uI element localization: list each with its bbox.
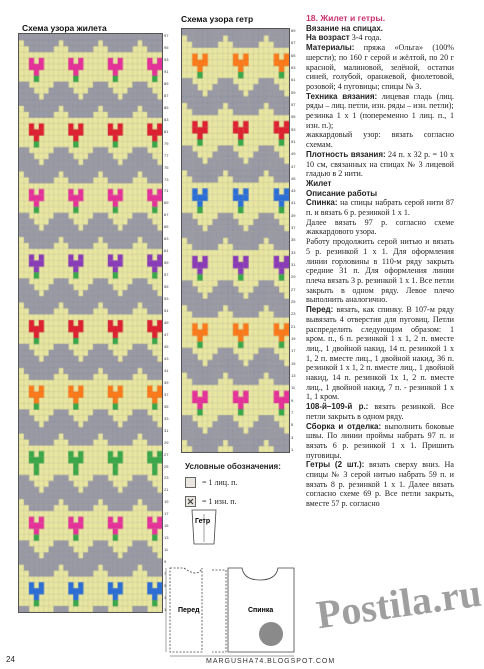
instruction-paragraph: жаккардовый узор: вязать согласно схемам. xyxy=(306,130,454,150)
row-number: 59 xyxy=(164,260,169,266)
row-number: 75 xyxy=(164,164,169,170)
instruction-paragraph: Сборка и отделка: выполнить боковые швы. По линии проймы набрать 97 п. и вязать 6 р. резинкой 1 х 1. Пришить пуговицы. xyxy=(306,421,454,460)
row-number: 67 xyxy=(291,40,296,46)
row-number: 41 xyxy=(164,367,169,373)
row-number: 43 xyxy=(291,188,296,194)
row-number: 25 xyxy=(164,463,169,469)
purl-stitch-icon xyxy=(185,496,196,507)
instruction-paragraph: На возраст 3-4 года. xyxy=(306,33,382,43)
row-number: 61 xyxy=(291,77,296,83)
row-number: 17 xyxy=(164,511,169,517)
row-number: 45 xyxy=(291,175,296,181)
row-number: 29 xyxy=(291,274,296,280)
row-number: 93 xyxy=(164,56,169,62)
row-number: 9 xyxy=(164,559,167,565)
row-number: 15 xyxy=(291,360,296,366)
row-number: 55 xyxy=(291,114,296,120)
row-number: 29 xyxy=(164,439,169,445)
instructions-text xyxy=(306,14,454,654)
row-number: 27 xyxy=(164,451,169,457)
row-number: 21 xyxy=(291,323,296,329)
row-number: 13 xyxy=(291,372,296,378)
row-number: 3 xyxy=(291,434,294,440)
row-number: 3 xyxy=(164,595,167,601)
row-number: 57 xyxy=(291,101,296,107)
row-number: 13 xyxy=(164,535,169,541)
row-number: 23 xyxy=(291,311,296,317)
instruction-paragraph: Далее вязать 97 р. согласно схеме жаккардового узора. xyxy=(306,217,454,237)
row-number: 39 xyxy=(164,379,169,385)
row-number: 47 xyxy=(164,331,169,337)
row-number: 61 xyxy=(164,248,169,254)
row-number: 97 xyxy=(164,33,169,38)
row-number: 83 xyxy=(164,116,169,122)
row-number: 87 xyxy=(164,92,169,98)
row-number: 47 xyxy=(291,163,296,169)
gaiter-chart-title: Схема узора гетр xyxy=(181,14,254,24)
schema-gaiter-label: Гетр xyxy=(195,518,211,525)
instruction-paragraph: резинка 1 х 1 (попеременно 1 лиц. п., 1 изн. п.); xyxy=(306,111,454,130)
row-number: 63 xyxy=(291,64,296,70)
row-number: 43 xyxy=(164,355,169,361)
article-subheading: Вязание на спицах. xyxy=(306,23,384,33)
instruction-paragraph: Перед: вязать, как спинку. В 107-м ряду вывязать 4 отверстия для пуговиц. Петли распределить следующим образом: 1 кром. п., 6 п. резинкой 1 х 1, 2 п. вместе лиц., 1 двойной накид, 14 п. резинкой 1 х 1, 2 п. вместе лиц., 1 двойной накид, 36 п. резинкой 1 х 1, 2 п. вместе лиц., 1 двойной накид, 14 п. резинкой 1х 1, 2 п. вместе лиц., 1 двойной накид, 7 п. - резинкой 1 х 1, 1 кром. xyxy=(306,305,454,402)
row-number: 39 xyxy=(291,212,296,218)
row-number: 73 xyxy=(164,176,169,182)
row-number: 69 xyxy=(291,28,296,33)
page-number: 24 xyxy=(6,655,15,664)
article-heading: 18. Жилет и гетры. xyxy=(306,13,386,23)
row-number: 53 xyxy=(164,296,169,302)
row-number: 45 xyxy=(164,343,169,349)
row-number: 31 xyxy=(291,262,296,268)
row-number: 49 xyxy=(164,320,169,325)
row-number: 19 xyxy=(291,335,296,341)
row-number: 15 xyxy=(164,523,169,529)
watermark-logo: Postila.ru xyxy=(313,569,484,638)
instruction-paragraph: Гетры (2 шт.): вязать сверху вниз. На спицы № 3 серой нитью набрать 59 п. и вязать 8 р. резинкой 1 х 1. Далее вязать согласно схеме 69 р. Все петли закрыть, вместе 57 р. согласно xyxy=(306,460,454,509)
row-number: 65 xyxy=(164,224,169,230)
legend-title: Условные обозначения: xyxy=(185,462,281,471)
knit-stitch-icon xyxy=(185,477,196,488)
row-number: 77 xyxy=(164,152,169,158)
row-number: 5 xyxy=(164,583,167,589)
row-number: 71 xyxy=(164,188,169,194)
row-number: 33 xyxy=(291,249,296,255)
row-number: 57 xyxy=(164,272,169,278)
row-number: 19 xyxy=(164,499,169,505)
legend-purl: = 1 изн. п. xyxy=(185,496,281,507)
row-number: 51 xyxy=(291,138,296,144)
row-number: 5 xyxy=(291,422,294,428)
instruction-paragraph: Плотность вязания: 24 п. х 32 р. = 10 х 10 см, связанных на спицах № 3 лицевой гладью в 2 нити. xyxy=(306,149,454,179)
row-number: 59 xyxy=(291,89,296,95)
row-number: 37 xyxy=(291,225,296,231)
row-number: 31 xyxy=(164,427,169,433)
schema-front-label: Перед xyxy=(178,607,200,614)
row-number: 63 xyxy=(164,236,169,242)
row-number: 23 xyxy=(164,475,169,481)
instruction-paragraph: Жилет xyxy=(306,178,332,188)
row-number: 35 xyxy=(164,403,169,409)
instruction-paragraph: 108-й–109-й р.: вязать резинкой. Все петли закрыть в одном ряду. xyxy=(306,402,454,421)
row-number: 65 xyxy=(291,52,296,58)
instruction-paragraph: Материалы: пряжа «Ольга» (100% шерсти); по 160 г серой и жёлтой, по 20 г красной, малиновой, зелёной, остатки синей, голубой, оранжевой, фиолетовой, розовой; 4 пуговицы; спицы № 3. xyxy=(306,43,454,91)
instruction-paragraph: Работу продолжить серой нитью и вязать 5 р. резинкой 1 х 1. Для оформления линии горловины в 110-м ряду закрыть средние 31 п. Для оформления линии плеча вязать 3 р. резинкой 1 х 1. Все петли закрыть в одном ряду. Левое плечо выполнить аналогично. xyxy=(306,237,454,305)
row-number: 1 xyxy=(291,446,294,452)
instruction-paragraph: Спинка: на спицы набрать серой нити 87 п. и вязать 6 р. резинкой 1 х 1. xyxy=(306,198,454,218)
instruction-paragraph: Техника вязания: лицевая гладь (лиц. ряды – лиц. петли, изн. ряды – изн. петли); xyxy=(306,91,454,111)
row-number: 95 xyxy=(164,44,169,50)
vest-chart-title: Схема узора жилета xyxy=(22,23,107,33)
row-number: 7 xyxy=(291,409,294,415)
row-number: 85 xyxy=(164,104,169,110)
schema-back-label: Спинка xyxy=(248,607,274,614)
row-number: 79 xyxy=(164,140,169,146)
row-number: 11 xyxy=(164,547,169,553)
row-number: 49 xyxy=(291,151,296,157)
row-number: 55 xyxy=(164,284,169,290)
row-number: 89 xyxy=(164,80,169,86)
row-number: 7 xyxy=(164,571,167,577)
row-number: 11 xyxy=(291,385,296,391)
row-number: 9 xyxy=(291,397,294,403)
legend-knit: = 1 лиц. п. xyxy=(185,477,281,488)
row-number: 69 xyxy=(164,200,169,206)
pin-icon xyxy=(259,622,283,646)
row-number: 1 xyxy=(164,607,167,613)
row-number: 91 xyxy=(164,68,169,74)
row-number: 41 xyxy=(291,200,296,206)
row-number: 27 xyxy=(291,286,296,292)
row-number: 51 xyxy=(164,308,169,314)
row-number: 21 xyxy=(164,487,169,493)
row-number: 81 xyxy=(164,128,169,134)
row-number: 17 xyxy=(291,348,296,354)
row-number: 33 xyxy=(164,415,169,421)
row-number: 37 xyxy=(164,391,169,397)
blog-credit: MARGUSHA74.BLOGSPOT.COM xyxy=(206,658,336,665)
instruction-paragraph: Описание работы xyxy=(306,188,378,198)
row-number: 25 xyxy=(291,299,296,304)
row-number: 35 xyxy=(291,237,296,243)
row-number: 67 xyxy=(164,212,169,218)
gaiter-pattern-chart xyxy=(181,28,290,453)
row-number: 53 xyxy=(291,126,296,132)
vest-pattern-chart xyxy=(18,33,163,613)
